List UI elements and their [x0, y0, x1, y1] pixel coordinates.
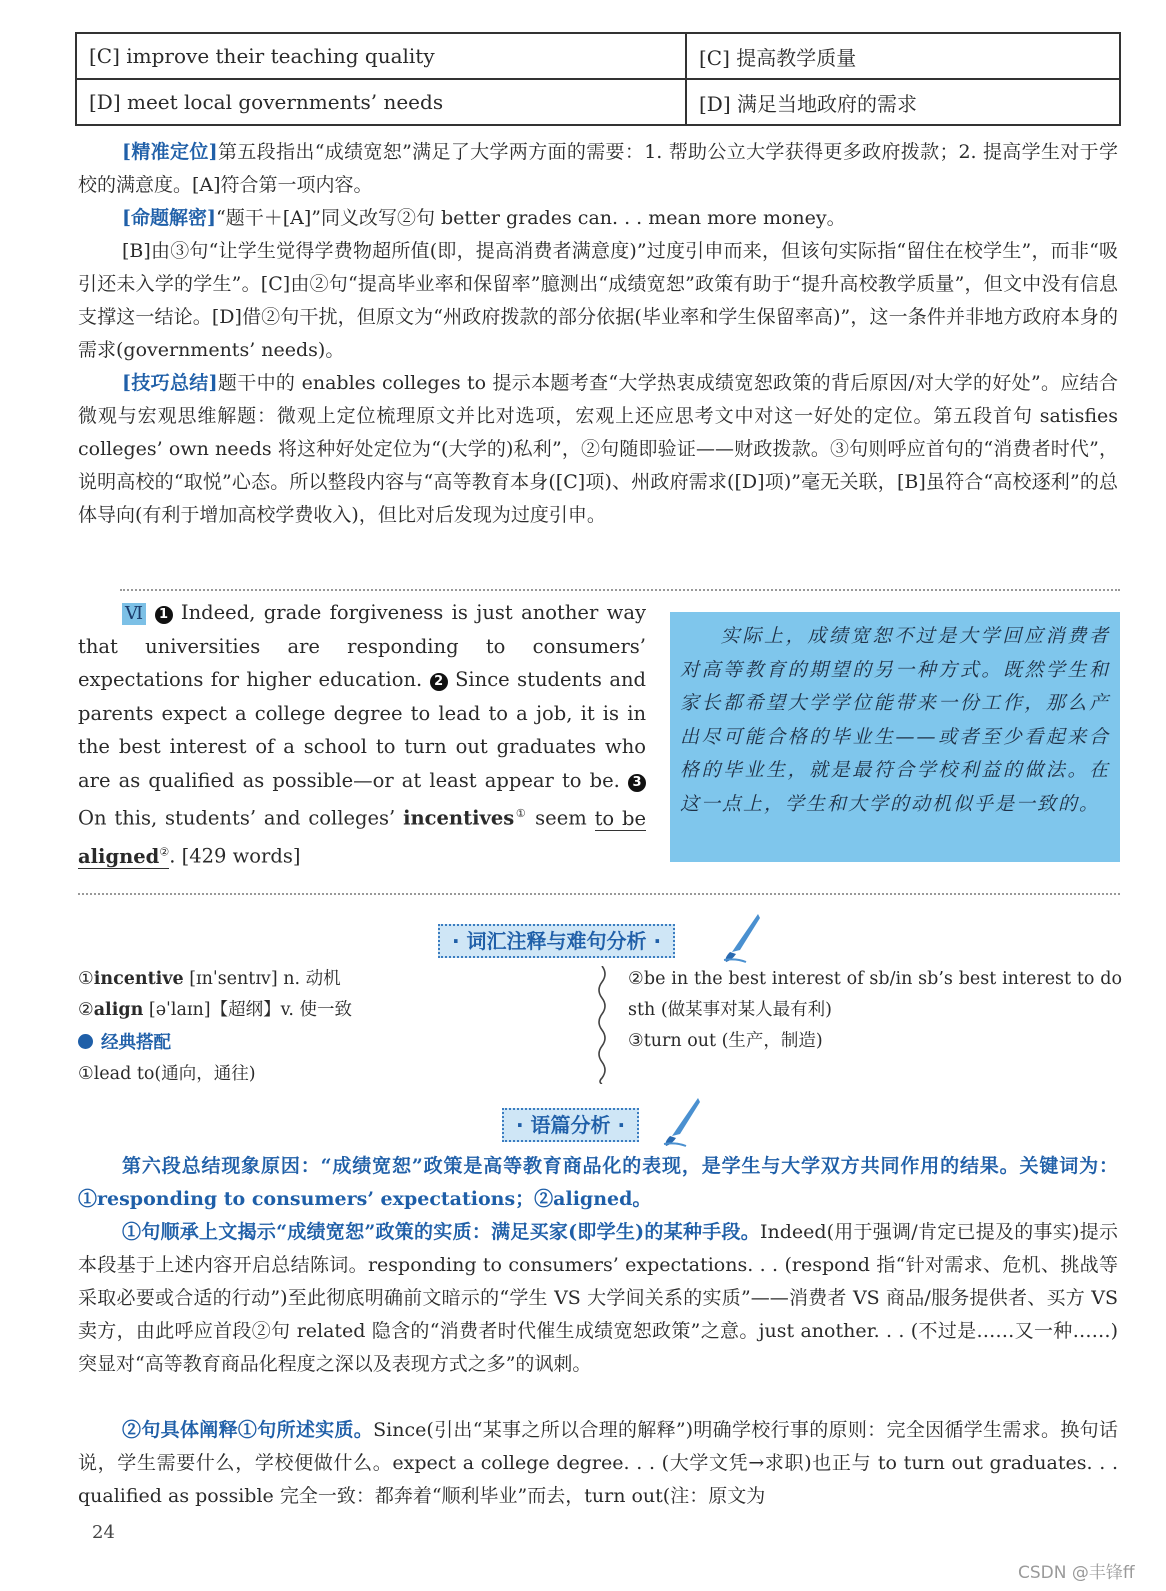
option-c-english: [C] improve their teaching quality [76, 33, 686, 79]
footnote-mark: ① [514, 807, 528, 820]
collocation-item: ①lead to(通向，通往) [78, 1064, 256, 1084]
vocab-num: ① [78, 969, 94, 989]
discourse-sentence-1 [78, 1216, 1118, 1381]
bullet-icon [78, 1034, 93, 1049]
sentence-end: . [169, 844, 176, 868]
analysis-technique-summary [78, 367, 1118, 532]
vocab-item: ③turn out (生产，制造) [628, 1031, 823, 1051]
collocation-title: 经典搭配 [101, 1033, 171, 1053]
vocab-def: [əˈlaɪn]【超纲】v. 使一致 [143, 1000, 353, 1020]
discourse-text: Indeed(用于强调/肯定已提及的事实)提示本段基于上述内容开启总结陈词。responding to consumers’ expectations. . . (respond 指“针对需求、危机、挑战等采取必要或合适的行动”)至此彻底明确前文暗示的“学生 VS 大学间关系的实质”——消费者 VS 商品/服务提供者、买方 VS 卖方，由此呼应首段②句 related 隐含的“消费者时代催生成绩宽恕政策”之意。just another. . . (不过是……又一种……)突显对“高等教育商品化程度之深以及表现方式之多”的讽刺。 [78, 1221, 1118, 1375]
underlined-phrase: to be [594, 806, 646, 830]
vocab-left [78, 964, 578, 1090]
option-c-chinese: [C] 提高教学质量 [686, 33, 1120, 79]
sentence-3-verb: seem [535, 806, 587, 830]
analysis-distractors [78, 235, 1118, 367]
section-number: Ⅵ [122, 603, 146, 625]
analysis-question-decode [78, 202, 1118, 235]
option-d-chinese: [D] 满足当地政府的需求 [686, 79, 1120, 125]
sentence-3-start: On this, students’ and colleges’ [78, 806, 396, 830]
divider [78, 893, 1120, 895]
vocab-banner: · 词汇注释与难句分析 · [438, 924, 675, 958]
vocab-word: align [93, 1000, 144, 1020]
sentence-number: 2 [430, 673, 448, 691]
option-d-english: [D] meet local governments’ needs [76, 79, 686, 125]
vocab-right [628, 964, 1122, 1057]
discourse-sentence-2 [78, 1414, 1118, 1513]
brush-icon [662, 1096, 702, 1148]
table-row [76, 79, 1120, 125]
collocation-heading [78, 1028, 578, 1059]
tag-precise-location: [精准定位] [122, 141, 218, 163]
sentence-1: Indeed, grade forgiveness is just another way that universities are responding to consumers’ expectations for higher education. [78, 601, 647, 691]
brush-icon [722, 912, 762, 964]
passage-paragraph [78, 596, 646, 873]
options-table [75, 32, 1121, 126]
divider [120, 589, 1120, 591]
keyword-aligned: aligned [78, 844, 160, 868]
watermark: CSDN @丰锋ff [1018, 1563, 1135, 1583]
footnote-mark: ② [159, 845, 170, 858]
page-number: 24 [92, 1522, 115, 1543]
vocab-item: ②be in the best interest of sb/in sb’s best interest to do sth (做某事对某人最有利) [628, 969, 1122, 1020]
vocab-item [78, 964, 578, 995]
vocab-item [78, 995, 578, 1026]
discourse-text: Since(引出“某事之所以合理的解释”)明确学校行事的原则：完全因循学生需求。换句话说，学生需要什么，学校便做什么。expect a college degree. . . (大学文凭→求职)也正与 to turn out graduates. . . qualified as possible 完全一致：都奔着“顺利毕业”而去，turn out(注：原文为 [78, 1419, 1118, 1507]
word-count: [429 words] [181, 844, 301, 868]
sentence-number: 3 [628, 774, 646, 792]
wavy-divider [596, 966, 608, 1084]
vocab-word: incentive [93, 969, 184, 989]
sentence-2: Since students and parents expect a college degree to lead to a job, it is in the best interest of a school to turn out graduates who are as qualified as possible—or at least appear to be. [78, 668, 647, 792]
analysis-text: “题干＋[A]”同义改写②句 better grades can. . . mean more money。 [215, 207, 846, 229]
vocab-def: [ɪnˈsentɪv] n. 动机 [183, 969, 341, 989]
tag-technique-summary: [技巧总结] [122, 372, 218, 394]
analysis-text: [B]由③句“让学生觉得学费物超所值(即，提高消费者满意度)”过度引申而来，但该句实际指“留住在校学生”，而非“吸引还未入学的学生”。[C]由②句“提高毕业率和保留率”臆测出“成绩宽恕”政策有助于“提升高校教学质量”，但文中没有信息支撑这一结论。[D]借②句干扰，但原文为“州政府拨款的部分依据(毕业率和学生保留率高)”，这一条件并非地方政府本身的需求(governments’ needs)。 [78, 240, 1119, 361]
sentence-number: 1 [155, 606, 173, 624]
discourse-banner: · 语篇分析 · [502, 1108, 639, 1142]
tag-question-decode: [命题解密] [122, 207, 216, 229]
keyword-incentives: incentives [403, 806, 515, 830]
analysis-text: 题干中的 enables colleges to 提示本题考查“大学热衷成绩宽恕政策的背后原因/对大学的好处”。应结合微观与宏观思维解题：微观上定位梳理原文并比对选项，宏观上还应思考文中对这一好处的定位。第五段首句 satisfies colleges’ own needs 将这种好处定位为“(大学的)私利”，②句随即验证——财政拨款。③句则呼应首句的“消费者时代”，说明高校的“取悦”心态。所以整段内容与“高等教育本身([C]项)、州政府需求([D]项)”毫无关联，[B]虽符合“高校逐利”的总体导向(有利于增加高校学费收入)，但比对后发现为过度引申。 [78, 372, 1118, 526]
translation-box [670, 612, 1120, 862]
discourse-summary: 第六段总结现象原因：“成绩宽恕”政策是高等教育商品化的表现，是学生与大学双方共同作用的结果。关键词为：①responding to consumers’ expectations；②aligned。 [78, 1155, 1118, 1210]
discourse-lead: ①句顺承上文揭示“成绩宽恕”政策的实质：满足买家(即学生)的某种手段。 [122, 1221, 761, 1243]
discourse-lead: ②句具体阐释①句所述实质。 [122, 1419, 374, 1441]
analysis-precise-location [78, 136, 1118, 202]
analysis-text: 第五段指出“成绩宽恕”满足了大学两方面的需要：1. 帮助公立大学获得更多政府拨款；2. 提高学生对于学校的满意度。[A]符合第一项内容。 [78, 141, 1118, 196]
vocab-num: ② [78, 1000, 94, 1020]
table-row [76, 33, 1120, 79]
translation-text: 实际上，成绩宽恕不过是大学回应消费者对高等教育的期望的另一种方式。既然学生和家长都希望大学学位能带来一份工作，那么产出尽可能合格的毕业生——或者至少看起来合格的毕业生，就是最符合学校利益的做法。在这一点上，学生和大学的动机似乎是一致的。 [680, 625, 1110, 815]
